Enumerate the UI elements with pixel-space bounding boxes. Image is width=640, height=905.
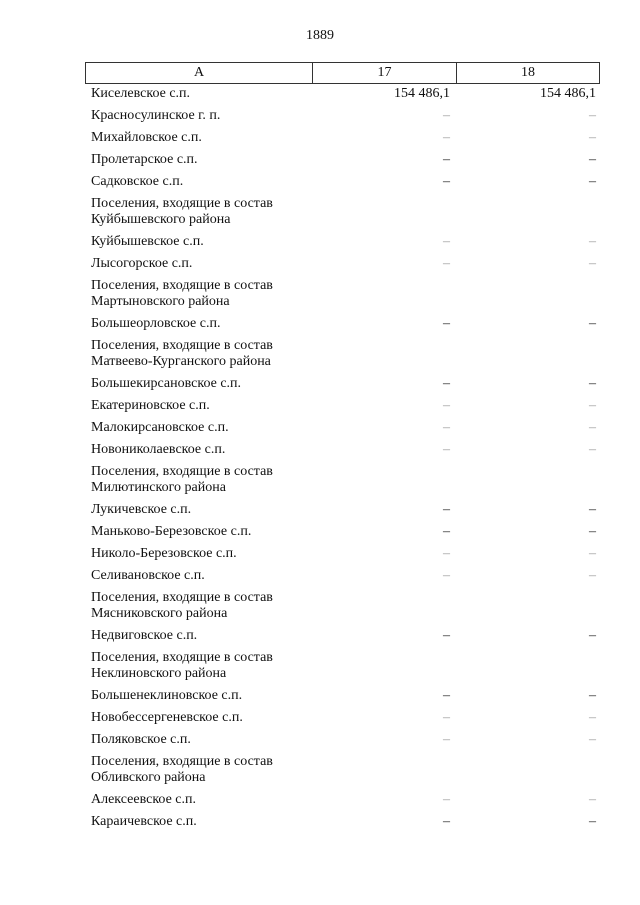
- row-name-line: Большекирсановское с.п.: [91, 376, 242, 391]
- table-row: [91, 524, 596, 546]
- row-name-line: Малокирсановское с.п.: [91, 420, 229, 435]
- row-name: [91, 568, 321, 590]
- row-name-line: Большеорловское с.п.: [91, 316, 221, 331]
- table-row: [91, 502, 596, 524]
- row-name: [91, 278, 321, 316]
- row-name-line: Матвеево-Курганского района: [91, 354, 271, 369]
- row-value-17: –: [443, 234, 450, 249]
- row-value-17: –: [443, 710, 450, 725]
- row-value-18: –: [589, 792, 596, 807]
- table-row: [91, 710, 596, 732]
- row-name-line: Поляковское с.п.: [91, 732, 191, 747]
- row-name-line: Поселения, входящие в состав: [91, 196, 273, 211]
- row-name: [91, 524, 321, 546]
- row-value-18: –: [589, 130, 596, 145]
- table-row: [91, 628, 596, 650]
- row-value-18: –: [589, 442, 596, 457]
- row-value-17: 154 486,1: [394, 86, 450, 101]
- table-row: [91, 754, 596, 792]
- table-row: [91, 278, 596, 316]
- row-name: [91, 792, 321, 814]
- row-name-line: Лысогорское с.п.: [91, 256, 193, 271]
- row-value-18: –: [589, 568, 596, 583]
- row-name: [91, 376, 321, 398]
- row-name: [91, 196, 321, 234]
- table-row: [91, 568, 596, 590]
- table-row: [91, 464, 596, 502]
- row-name-line: Обливского района: [91, 770, 206, 785]
- row-name-line: Маньково-Березовское с.п.: [91, 524, 252, 539]
- table-row: [91, 546, 596, 568]
- row-name: [91, 814, 321, 836]
- row-name-line: Мартыновского района: [91, 294, 230, 309]
- row-value-17: –: [443, 420, 450, 435]
- row-name-line: Селивановское с.п.: [91, 568, 205, 583]
- table-row: [91, 152, 596, 174]
- row-name: [91, 754, 321, 792]
- table-row: [91, 234, 596, 256]
- table-row: [91, 108, 596, 130]
- row-name: [91, 442, 321, 464]
- row-name-line: Поселения, входящие в состав: [91, 754, 273, 769]
- header-col-a: A: [86, 63, 313, 83]
- table-row: [91, 442, 596, 464]
- row-name-line: Новониколаевское с.п.: [91, 442, 226, 457]
- row-value-17: –: [443, 152, 450, 167]
- row-name: [91, 256, 321, 278]
- row-name-line: Михайловское с.п.: [91, 130, 202, 145]
- row-name-line: Куйбышевского района: [91, 212, 231, 227]
- row-name-line: Николо-Березовское с.п.: [91, 546, 237, 561]
- row-value-18: –: [589, 688, 596, 703]
- row-value-17: –: [443, 316, 450, 331]
- row-value-17: –: [443, 628, 450, 643]
- row-value-18: –: [589, 234, 596, 249]
- table-body: [91, 86, 596, 836]
- row-name: [91, 628, 321, 650]
- table-row: [91, 792, 596, 814]
- row-name: [91, 502, 321, 524]
- header-col-17: 17: [313, 63, 457, 83]
- row-value-18: –: [589, 814, 596, 829]
- row-value-18: –: [589, 398, 596, 413]
- table-row: [91, 338, 596, 376]
- row-name-line: Екатериновское с.п.: [91, 398, 210, 413]
- row-name: [91, 546, 321, 568]
- row-name-line: Алексеевское с.п.: [91, 792, 196, 807]
- table-row: [91, 376, 596, 398]
- table-row: [91, 174, 596, 196]
- table-row: [91, 650, 596, 688]
- row-value-17: –: [443, 256, 450, 271]
- row-value-17: –: [443, 398, 450, 413]
- table-row: [91, 814, 596, 836]
- row-name: [91, 234, 321, 256]
- row-name: [91, 152, 321, 174]
- table-row: [91, 196, 596, 234]
- row-name-line: Красносулинское г. п.: [91, 108, 221, 123]
- row-name: [91, 398, 321, 420]
- row-value-18: –: [589, 152, 596, 167]
- row-name-line: Новобессергеневское с.п.: [91, 710, 243, 725]
- row-value-17: –: [443, 442, 450, 457]
- table-row: [91, 732, 596, 754]
- row-value-18: –: [589, 502, 596, 517]
- row-value-17: –: [443, 376, 450, 391]
- row-value-17: –: [443, 502, 450, 517]
- row-name: [91, 316, 321, 338]
- row-value-18: –: [589, 524, 596, 539]
- header-col-18: 18: [521, 65, 535, 80]
- row-value-17: –: [443, 732, 450, 747]
- row-value-18: –: [589, 174, 596, 189]
- row-value-18: –: [589, 316, 596, 331]
- table-row: [91, 590, 596, 628]
- row-name: [91, 338, 321, 376]
- row-name-line: Лукичевское с.п.: [91, 502, 192, 517]
- row-name-line: Мясниковского района: [91, 606, 228, 621]
- row-value-18: –: [589, 256, 596, 271]
- row-value-17: –: [443, 688, 450, 703]
- row-value-18: –: [589, 376, 596, 391]
- row-name-line: Поселения, входящие в состав: [91, 338, 273, 353]
- row-name: [91, 130, 321, 152]
- row-name-line: Поселения, входящие в состав: [91, 464, 273, 479]
- row-name-line: Недвиговское с.п.: [91, 628, 198, 643]
- table-row: [91, 256, 596, 278]
- row-name-line: Киселевское с.п.: [91, 86, 191, 101]
- row-value-17: –: [443, 792, 450, 807]
- row-name: [91, 590, 321, 628]
- row-name-line: Садковское с.п.: [91, 174, 184, 189]
- row-value-18: –: [589, 710, 596, 725]
- row-value-17: –: [443, 174, 450, 189]
- table-header: [85, 62, 600, 84]
- row-name: [91, 688, 321, 710]
- page-number: 1889: [306, 28, 334, 43]
- row-value-17: –: [443, 524, 450, 539]
- row-value-18: –: [589, 628, 596, 643]
- row-name: [91, 86, 321, 108]
- row-value-17: –: [443, 568, 450, 583]
- row-name-line: Поселения, входящие в состав: [91, 590, 273, 605]
- row-name: [91, 650, 321, 688]
- row-name: [91, 464, 321, 502]
- row-name: [91, 732, 321, 754]
- row-value-17: –: [443, 814, 450, 829]
- table-row: [91, 688, 596, 710]
- row-name: [91, 174, 321, 196]
- row-name-line: Неклиновского района: [91, 666, 227, 681]
- row-name-line: Караичевское с.п.: [91, 814, 197, 829]
- row-name-line: Поселения, входящие в состав: [91, 278, 273, 293]
- row-name: [91, 710, 321, 732]
- row-name-line: Большенеклиновское с.п.: [91, 688, 243, 703]
- table-row: [91, 398, 596, 420]
- row-value-18: –: [589, 732, 596, 747]
- row-name: [91, 420, 321, 442]
- row-name-line: Поселения, входящие в состав: [91, 650, 273, 665]
- table-row: [91, 316, 596, 338]
- row-value-17: –: [443, 546, 450, 561]
- row-value-18: –: [589, 108, 596, 123]
- row-value-17: –: [443, 130, 450, 145]
- table-row: [91, 420, 596, 442]
- row-value-18: –: [589, 546, 596, 561]
- row-name-line: Куйбышевское с.п.: [91, 234, 204, 249]
- table-row: [91, 86, 596, 108]
- table-row: [91, 130, 596, 152]
- row-value-18: –: [589, 420, 596, 435]
- row-value-17: –: [443, 108, 450, 123]
- row-name-line: Милютинского района: [91, 480, 226, 495]
- row-value-18: 154 486,1: [540, 86, 596, 101]
- row-name-line: Пролетарское с.п.: [91, 152, 198, 167]
- row-name: [91, 108, 321, 130]
